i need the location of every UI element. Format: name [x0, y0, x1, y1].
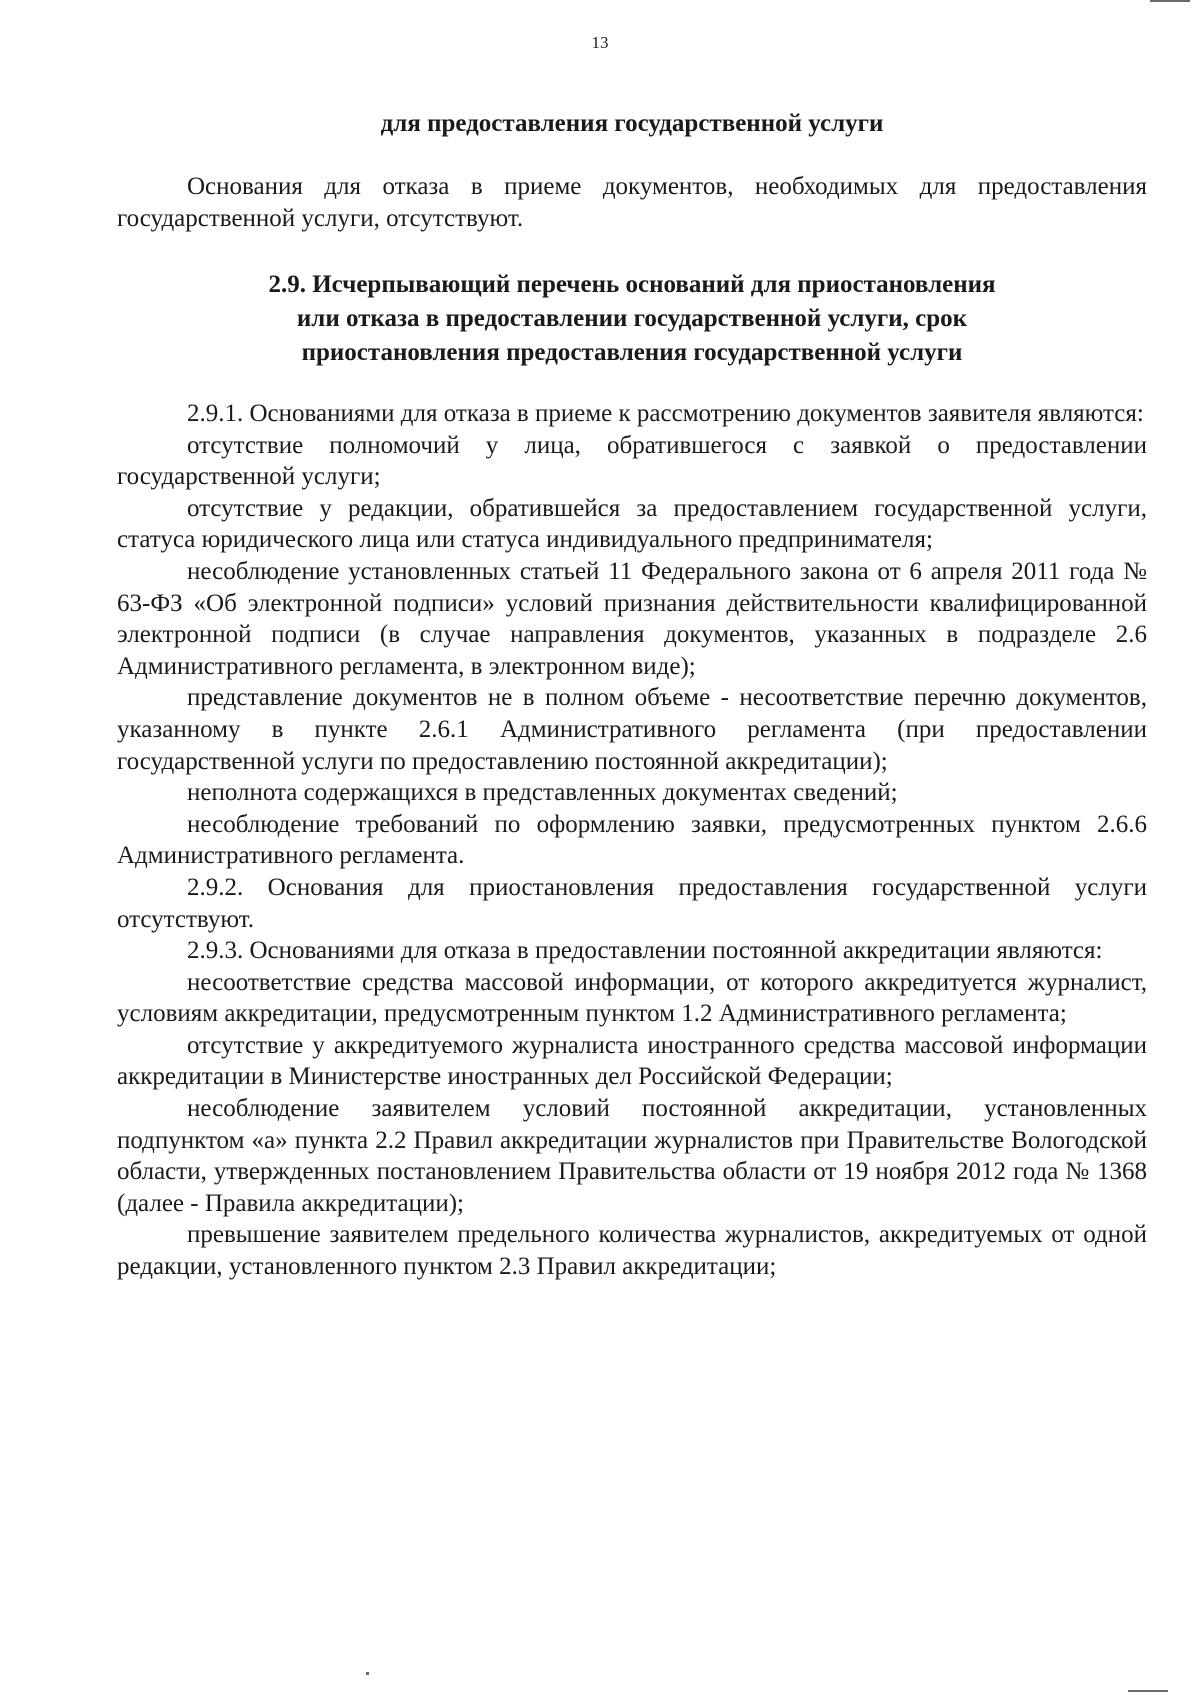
section-heading-2-9	[117, 268, 1147, 370]
paragraph-2-9-2: 2.9.2. Основания для приостановления предоставления государственной услуги отсутствуют.	[117, 873, 1147, 933]
section-heading-line: 2.9. Исчерпывающий перечень оснований для приостановления	[268, 271, 996, 298]
scan-dot	[366, 1672, 369, 1675]
paragraph-2-9-1: 2.9.1. Основаниями для отказа в приеме к рассмотрению документов заявителя являются:	[187, 400, 1144, 427]
list-item: отсутствие у аккредитуемого журналиста иностранного средства массовой информации аккредитации в Министерстве иностранных дел Российской Федерации;	[117, 1031, 1147, 1091]
list-item: несоблюдение заявителем условий постоянной аккредитации, установленных подпунктом «а» пункта 2.2 Правил аккредитации журналистов при Правительстве Вологодской области, утвержденных постановлением Правительства области от 19 ноября 2012 года № 1368 (далее - Правила аккредитации);	[117, 1095, 1147, 1217]
section-heading-line: или отказа в предоставлении государственной услуги, срок	[296, 305, 968, 332]
list-item: неполнота содержащихся в представленных документах сведений;	[187, 779, 898, 807]
page-number: 13	[591, 33, 609, 52]
scan-artifact	[1128, 1690, 1168, 1692]
list-item: представление документов не в полном объеме - несоответствие перечню документов, указанному в пункте 2.6.1 Административного регламента (при предоставлении государственной услуги по предоставлению постоянной аккредитации);	[117, 684, 1147, 775]
list-item: отсутствие у редакции, обратившейся за предоставлением государственной услуги, статуса юридического лица или статуса индивидуального предпринимателя;	[117, 494, 1147, 554]
intro-block	[117, 171, 1147, 234]
list-item: отсутствие полномочий у лица, обратившегося с заявкой о предоставлении государственной услуги;	[117, 431, 1147, 491]
intro-paragraph: Основания для отказа в приеме документов, необходимых для предоставления государственной услуги, отсутствуют.	[117, 173, 1147, 232]
list-item: несоблюдение установленных статьей 11 Федерального закона от 6 апреля 2011 года № 63-ФЗ «Об электронной подписи» условий признания действительности квалифицированной электронной подписи (в случае направления документов, указанных в подразделе 2.6 Административного регламента, в электронном виде);	[117, 557, 1147, 680]
list-item: превышение заявителем предельного количества журналистов, аккредитуемых от одной редакции, установленного пунктом 2.3 Правил аккредитации;	[117, 1221, 1147, 1281]
list-item: несоблюдение требований по оформлению заявки, предусмотренных пунктом 2.6.6 Административного регламента.	[117, 810, 1147, 870]
section-body	[117, 398, 1147, 1283]
continued-heading: для предоставления государственной услуги	[380, 110, 884, 137]
scan-artifact	[1150, 0, 1190, 2]
list-item: несоответствие средства массовой информации, от которого аккредитуется журналист, условиям аккредитации, предусмотренным пунктом 1.2 Административного регламента;	[117, 968, 1147, 1028]
paragraph-2-9-3: 2.9.3. Основаниями для отказа в предоставлении постоянной аккредитации являются:	[187, 937, 1103, 965]
section-heading-line: приостановления предоставления государственной услуги	[301, 339, 963, 366]
